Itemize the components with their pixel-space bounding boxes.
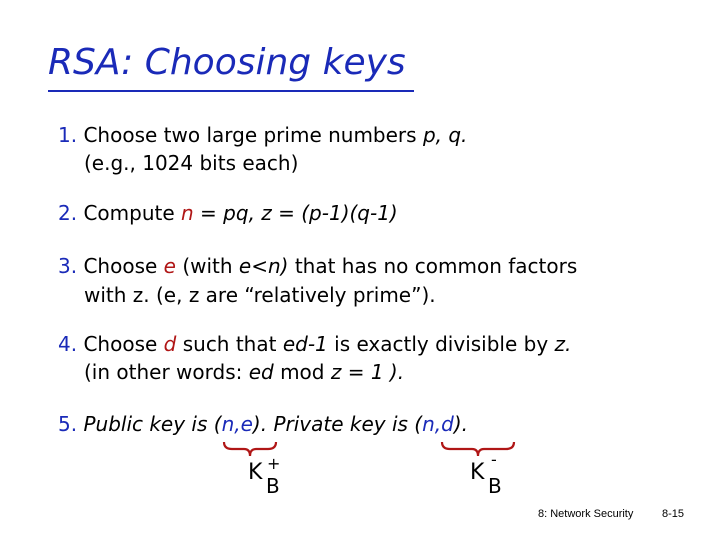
step-text-italic: ed-1 bbox=[282, 332, 328, 356]
public-key-pair: n,e bbox=[221, 412, 253, 436]
key-letter: K bbox=[470, 460, 485, 485]
private-key-label bbox=[470, 450, 510, 500]
footer-section: 8: Network Security bbox=[538, 508, 634, 520]
step-text-italic: = 1 ). bbox=[341, 360, 405, 384]
step-1-line-2: (e.g., 1024 bits each) bbox=[84, 151, 299, 175]
step-4-line-2 bbox=[84, 359, 404, 385]
key-superscript: - bbox=[491, 450, 497, 469]
step-text-italic: e<n) bbox=[238, 254, 289, 278]
step-number: 3. bbox=[58, 254, 78, 278]
step-text: (with bbox=[175, 254, 239, 278]
key-letter: K bbox=[248, 460, 263, 485]
step-number: 4. bbox=[58, 332, 78, 356]
step-5-line-1 bbox=[58, 411, 468, 437]
step-text: mod bbox=[273, 360, 331, 384]
public-key-label bbox=[248, 454, 288, 500]
step-number: 5. bbox=[58, 412, 78, 436]
step-text-italic: ). Private key is ( bbox=[252, 412, 423, 436]
step-text: is exactly divisible by bbox=[327, 332, 555, 356]
step-text-italic: z. bbox=[554, 332, 572, 356]
footer-page-number: 8-15 bbox=[662, 508, 685, 520]
step-text-italic: z bbox=[330, 360, 342, 384]
slide-title: RSA: Choosing keys bbox=[48, 42, 406, 83]
step-1-line-1 bbox=[58, 122, 467, 148]
step-2-line-1 bbox=[58, 200, 398, 226]
step-text: Choose two large prime numbers bbox=[83, 123, 423, 147]
step-text: Compute bbox=[83, 201, 182, 225]
step-var-n: n bbox=[181, 201, 194, 225]
step-text: Choose bbox=[83, 332, 164, 356]
key-subscript: B bbox=[488, 474, 502, 498]
step-var-e: e bbox=[163, 254, 176, 278]
step-text-italic: ed bbox=[248, 360, 274, 384]
step-3-line-1 bbox=[58, 253, 577, 279]
private-key-brace bbox=[440, 440, 516, 458]
step-text: such that bbox=[176, 332, 283, 356]
step-4-line-1 bbox=[58, 331, 571, 357]
step-text: Choose bbox=[83, 254, 164, 278]
key-superscript: + bbox=[267, 454, 281, 473]
step-number: 1. bbox=[58, 123, 78, 147]
step-3-line-2: with z. (e, z are “relatively prime”). bbox=[84, 283, 436, 307]
step-text-italic: Public key is ( bbox=[83, 412, 222, 436]
step-number: 2. bbox=[58, 201, 78, 225]
step-text-italic: p, q. bbox=[422, 123, 468, 147]
step-text: (in other words: bbox=[84, 360, 249, 384]
step-var-d: d bbox=[163, 332, 177, 356]
private-key-pair: n,d bbox=[422, 412, 454, 436]
step-text: that has no common factors bbox=[288, 254, 578, 278]
step-text-italic: ). bbox=[453, 412, 468, 436]
key-subscript: B bbox=[266, 474, 280, 498]
step-text-italic: = pq, z = (p-1)(q-1) bbox=[193, 201, 398, 225]
title-underline bbox=[48, 90, 414, 92]
